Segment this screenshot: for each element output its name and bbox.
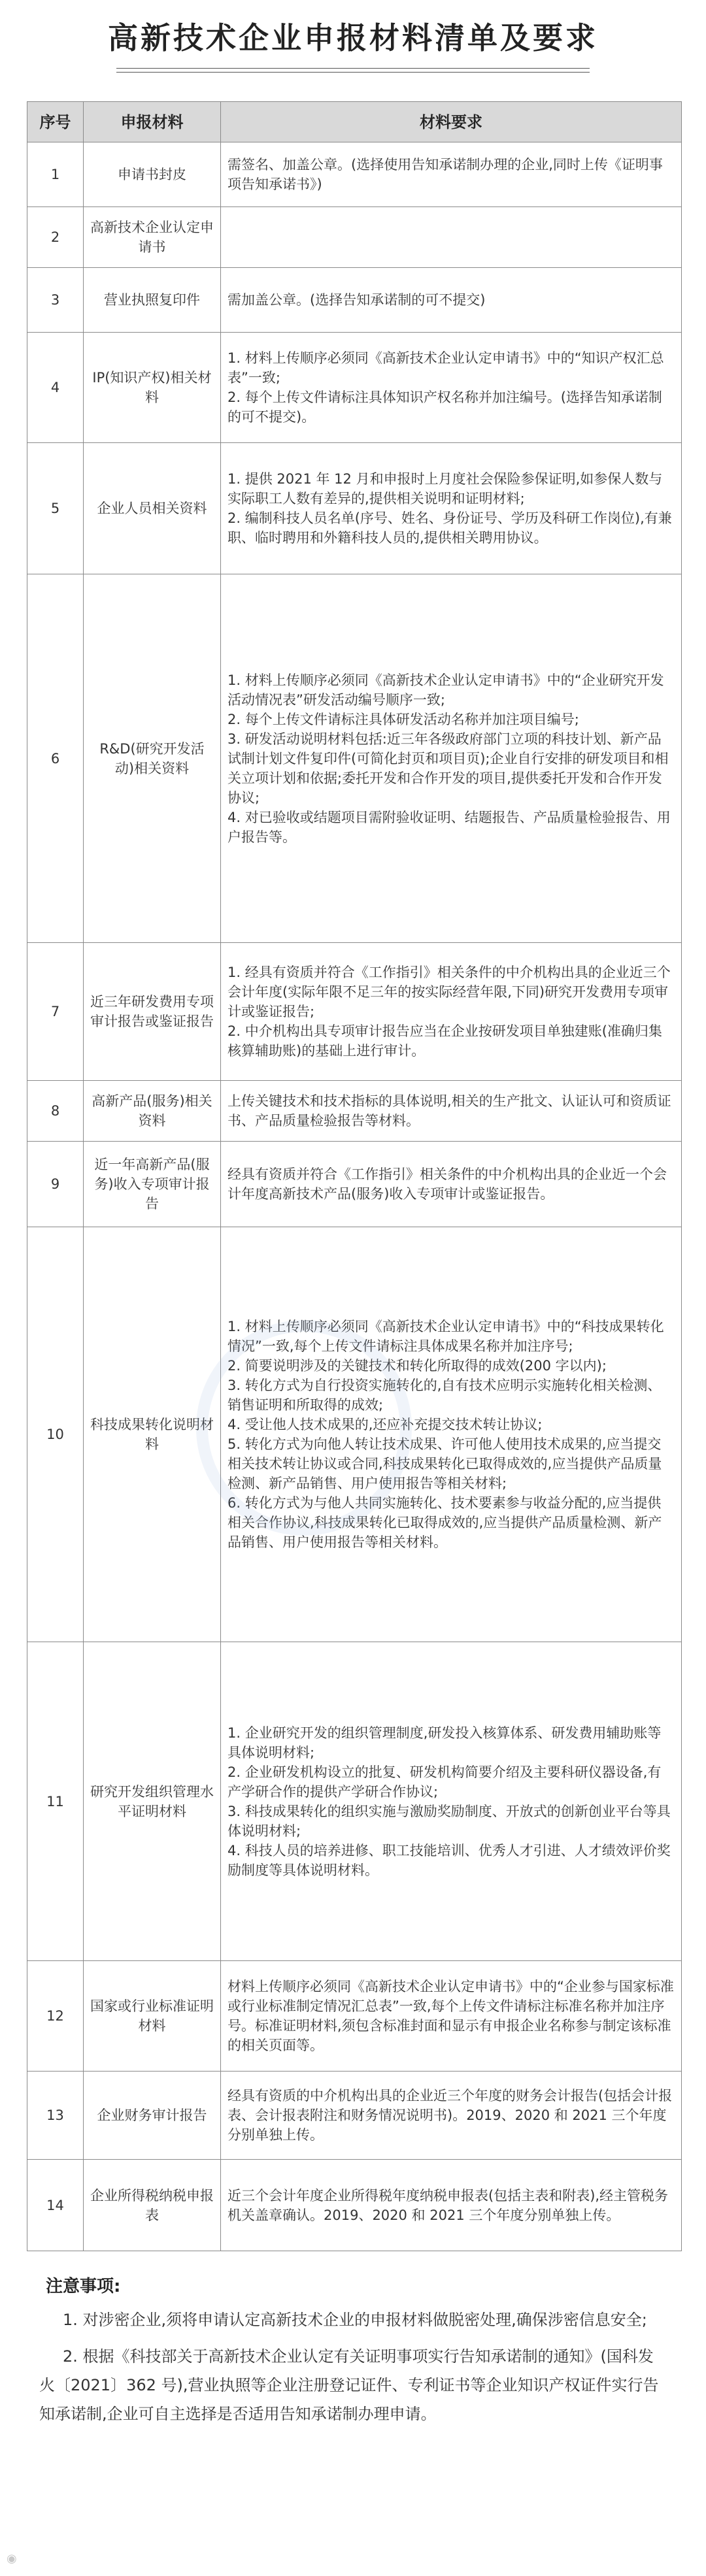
table-row [27,1961,682,2072]
row-number: 7 [27,943,84,1081]
material-requirement [221,574,682,942]
requirement-paragraph: 5. 转化方式为向他人转让技术成果、许可他人使用技术成果的,应当提交相关技术转让协议或合同,科技成果转化已取得成效的,应当提供产品质量检测、新产品销售、用户使用报告等相关材料; [227,1436,662,1492]
material-name: 近一年高新产品(服务)收入专项审计报告 [84,1141,221,1227]
material-requirement [221,207,682,268]
notes-title: 注意事项: [46,2277,121,2296]
requirement-paragraph: 4. 受让他人技术成果的,还应补充提交技术转让协议; [227,1417,543,1433]
material-requirement [221,1961,682,2072]
material-requirement [221,267,682,332]
header-number: 序号 [27,102,84,142]
row-number: 2 [27,207,84,268]
row-number: 9 [27,1141,84,1227]
table-row [27,1227,682,1642]
row-number: 4 [27,333,84,443]
requirement-paragraph: 3. 转化方式为自行投资实施转化的,自有技术应明示实施转化相关检测、销售证明和所取得的成效; [227,1378,662,1413]
page-title: 高新技术企业申报材料清单及要求 [108,20,598,56]
table-row [27,574,682,942]
requirement-paragraph: 需签名、加盖公章。(选择使用告知承诺制办理的企业,同时上传《证明事项告知承诺书》) [227,157,663,193]
material-requirement [221,1642,682,1961]
requirement-paragraph: 2. 企业研发机构设立的批复、研发机构简要介绍及主要科研仪器设备,有产学研合作的提供产学研合作协议; [227,1764,662,1800]
requirement-paragraph: 2. 简要说明涉及的关键技术和转化所取得的成效(200 字以内); [227,1358,607,1374]
row-number: 1 [27,142,84,207]
material-name: 近三年研发费用专项审计报告或鉴证报告 [84,943,221,1081]
material-name: IP(知识产权)相关材料 [84,333,221,443]
material-name: 科技成果转化说明材料 [84,1227,221,1642]
material-name: 高新产品(服务)相关资料 [84,1081,221,1142]
material-requirement [221,333,682,443]
note-item: 1. 对涉密企业,须将申请认定高新技术企业的申报材料做脱密处理,确保涉密信息安全; [63,2311,647,2329]
material-name: 高新技术企业认定申请书 [84,207,221,268]
requirement-paragraph: 经具有资质的中介机构出具的企业近三个年度的财务会计报告(包括会计报表、会计报表附注和财务情况说明书)。2019、2020 和 2021 三个年度分别单独上传。 [227,2088,673,2143]
material-name: 企业人员相关资料 [84,443,221,574]
requirement-paragraph: 经具有资质并符合《工作指引》相关条件的中介机构出具的企业近一个会计年度高新技术产品(服务)收入专项审计或鉴证报告。 [227,1166,667,1202]
requirement-paragraph: 2. 每个上传文件请标注具体知识产权名称并加注编号。(选择告知承诺制的可不提交)。 [227,389,662,425]
requirement-paragraph: 1. 材料上传顺序必须同《高新技术企业认定申请书》中的“科技成果转化情况”一致,每个上传文件请标注具体成果名称并加注序号; [227,1319,664,1355]
table-row [27,2072,682,2160]
table-row [27,1642,682,1961]
table-row [27,2160,682,2251]
material-requirement [221,142,682,207]
material-name: 研究开发组织管理水平证明材料 [84,1642,221,1961]
material-requirement [221,2072,682,2160]
requirement-paragraph: 3. 研发活动说明材料包括:近三年各级政府部门立项的科技计划、新产品试制计划文件复印件(可简化封页和项目页);企业自行安排的研发项目和相关立项计划和依据;委托开发和合作开发的项目,提供委托开发和合作开发协议; [227,731,669,806]
row-number: 12 [27,1961,84,2072]
requirement-paragraph: 上传关键技术和技术指标的具体说明,相关的生产批文、认证认可和资质证书、产品质量检验报告等材料。 [227,1093,671,1129]
requirement-paragraph: 1. 材料上传顺序必须同《高新技术企业认定申请书》中的“知识产权汇总表”一致; [227,350,664,386]
material-name: 企业财务审计报告 [84,2072,221,2160]
title-underline-second [116,72,590,73]
table-row [27,267,682,332]
row-number: 13 [27,2072,84,2160]
table-body [27,142,682,2251]
table-row [27,333,682,443]
row-number: 11 [27,1642,84,1961]
row-number: 14 [27,2160,84,2251]
footer-watermark-icon: ◉ [7,2552,17,2566]
table-row [27,207,682,268]
material-requirement [221,1141,682,1227]
requirement-paragraph: 2. 编制科技人员名单(序号、姓名、身份证号、学历及科研工作岗位),有兼职、临时聘用和外籍科技人员的,提供相关聘用协议。 [227,510,672,546]
note-item: 2. 根据《科技部关于高新技术企业认定有关证明事项实行告知承诺制的通知》(国科发火〔2021〕362 号),营业执照等企业注册登记证件、专利证书等企业知识产权证件实行告知承诺制,企业可自主选择是否适用告知承诺制办理申请。 [39,2347,659,2423]
row-number: 10 [27,1227,84,1642]
table-header [27,102,682,142]
material-requirement [221,1081,682,1142]
material-name: 营业执照复印件 [84,267,221,332]
header-material: 申报材料 [84,102,221,142]
requirement-paragraph: 1. 提供 2021 年 12 月和申报时上月度社会保险参保证明,如参保人数与实际职工人数有差异的,提供相关说明和证明材料; [227,471,663,506]
requirement-paragraph: 4. 对已验收或结题项目需附验收证明、结题报告、产品质量检验报告、用户报告等。 [227,809,671,845]
material-name: 国家或行业标准证明材料 [84,1961,221,2072]
material-name: R&D(研究开发活动)相关资料 [84,574,221,942]
material-requirement [221,943,682,1081]
requirement-paragraph: 需加盖公章。(选择告知承诺制的可不提交) [227,291,486,308]
requirement-paragraph: 3. 科技成果转化的组织实施与激励奖励制度、开放式的创新创业平台等具体说明材料; [227,1803,671,1839]
notes-list [39,2305,667,2436]
table-row [27,1081,682,1142]
materials-table [27,101,682,2251]
requirement-paragraph: 2. 中介机构出具专项审计报告应当在企业按研发项目单独建账(准确归集核算辅助账)的基础上进行审计。 [227,1023,662,1059]
table-row [27,1141,682,1227]
requirement-paragraph: 近三个会计年度企业所得税年度纳税申报表(包括主表和附表),经主管税务机关盖章确认。2019、2020 和 2021 三个年度分别单独上传。 [227,2187,669,2223]
row-number: 3 [27,267,84,332]
table-row [27,443,682,574]
material-name: 企业所得税纳税申报表 [84,2160,221,2251]
table-row [27,943,682,1081]
requirement-paragraph: 6. 转化方式为与他人共同实施转化、技术要素参与收益分配的,应当提供相关合作协议,科技成果转化已取得成效的,应当提供产品质量检测、新产品销售、用户使用报告等相关材料。 [227,1495,662,1551]
requirement-paragraph: 1. 经具有资质并符合《工作指引》相关条件的中介机构出具的企业近三个会计年度(实际年限不足三年的按实际经营年限,下同)研究开发费用专项审计或鉴证报告; [227,965,671,1020]
material-requirement [221,443,682,574]
title-underline [116,68,590,69]
row-number: 5 [27,443,84,574]
requirement-paragraph: 材料上传顺序必须同《高新技术企业认定申请书》中的“企业参与国家标准或行业标准制定情况汇总表”一致,每个上传文件请标注标准名称并加注序号。标准证明材料,须包含标准封面和显示有申报企业名称参与制定该标准的相关页面等。 [227,1979,674,2054]
table-row [27,142,682,207]
requirement-paragraph: 4. 科技人员的培养进修、职工技能培训、优秀人才引进、人才绩效评价奖励制度等具体说明材料。 [227,1842,671,1878]
material-requirement [221,2160,682,2251]
material-name: 申请书封皮 [84,142,221,207]
requirement-paragraph: 1. 企业研究开发的组织管理制度,研发投入核算体系、研发费用辅助账等具体说明材料; [227,1725,662,1760]
row-number: 6 [27,574,84,942]
requirement-paragraph: 1. 材料上传顺序必须同《高新技术企业认定申请书》中的“企业研究开发活动情况表”研发活动编号顺序一致; [227,672,664,708]
requirement-paragraph: 2. 每个上传文件请标注具体研发活动名称并加注项目编号; [227,711,579,727]
row-number: 8 [27,1081,84,1142]
material-requirement [221,1227,682,1642]
header-requirement: 材料要求 [221,102,682,142]
